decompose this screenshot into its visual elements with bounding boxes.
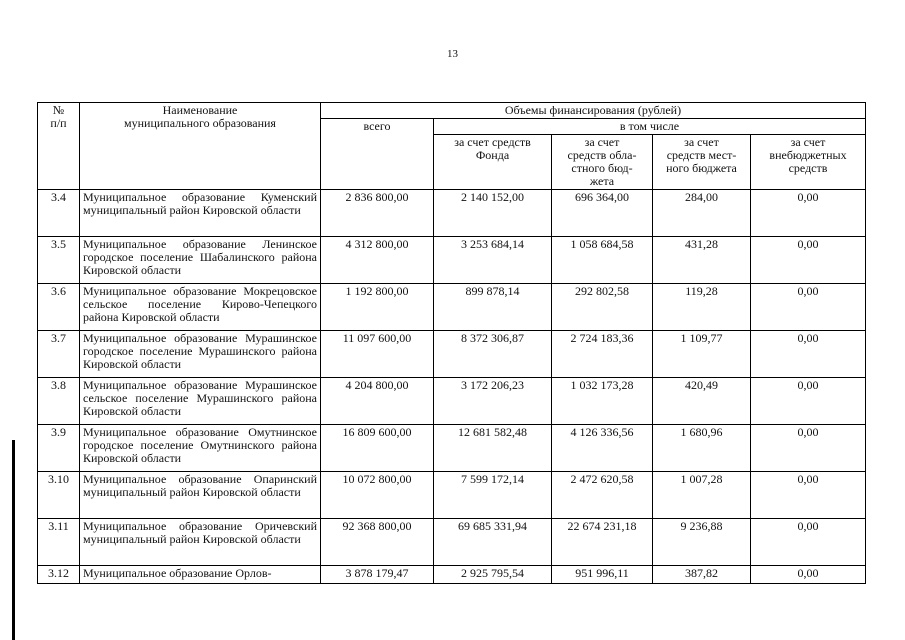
cell-regional: 1 032 173,28 xyxy=(552,378,653,425)
cell-extra: 0,00 xyxy=(751,566,866,584)
header-local: за счет средств мест- ного бюджета xyxy=(653,135,751,190)
table-row xyxy=(38,425,866,472)
cell-extra: 0,00 xyxy=(751,331,866,378)
cell-num: 3.8 xyxy=(38,378,80,425)
table-row xyxy=(38,237,866,284)
cell-total: 16 809 600,00 xyxy=(321,425,434,472)
cell-name: Муниципальное образование Омутнинское городское поселение Омутнинского района Кировской области xyxy=(80,425,321,472)
cell-local: 1 680,96 xyxy=(653,425,751,472)
cell-name: Муниципальное образование Мурашинское сельское поселение Мурашинского района Кировской области xyxy=(80,378,321,425)
cell-extra: 0,00 xyxy=(751,472,866,519)
cell-extra: 0,00 xyxy=(751,237,866,284)
cell-total: 92 368 800,00 xyxy=(321,519,434,566)
cell-extra: 0,00 xyxy=(751,425,866,472)
cell-name: Муниципальное образование Оричевский муниципальный район Кировской области xyxy=(80,519,321,566)
cell-local: 1 007,28 xyxy=(653,472,751,519)
cell-total: 3 878 179,47 xyxy=(321,566,434,584)
header-num: № п/п xyxy=(38,103,80,190)
header-fund: за счет средств Фонда xyxy=(434,135,552,190)
cell-fund: 2 925 795,54 xyxy=(434,566,552,584)
cell-name: Муниципальное образование Мурашинское городское поселение Мурашинского района Кировской области xyxy=(80,331,321,378)
header-name: Наименование муниципального образования xyxy=(80,103,321,190)
scan-edge-line xyxy=(12,440,15,640)
cell-fund: 8 372 306,87 xyxy=(434,331,552,378)
cell-fund: 3 253 684,14 xyxy=(434,237,552,284)
cell-total: 1 192 800,00 xyxy=(321,284,434,331)
header-regional: за счет средств обла- стного бюд- жета xyxy=(552,135,653,190)
cell-name: Муниципальное образование Ленинское городское поселение Шабалинского района Кировской области xyxy=(80,237,321,284)
cell-extra: 0,00 xyxy=(751,190,866,237)
cell-total: 2 836 800,00 xyxy=(321,190,434,237)
header-including: в том числе xyxy=(434,119,866,135)
cell-name: Муниципальное образование Мокрецовское сельское поселение Кирово-Чепецкого района Кировской области xyxy=(80,284,321,331)
header-volumes: Объемы финансирования (рублей) xyxy=(321,103,866,119)
cell-local: 420,49 xyxy=(653,378,751,425)
cell-regional: 1 058 684,58 xyxy=(552,237,653,284)
table-row xyxy=(38,472,866,519)
cell-name: Муниципальное образование Опаринский муниципальный район Кировской области xyxy=(80,472,321,519)
cell-name: Муниципальное образование Орлов- xyxy=(80,566,321,584)
cell-extra: 0,00 xyxy=(751,519,866,566)
cell-num: 3.11 xyxy=(38,519,80,566)
header-total: всего xyxy=(321,119,434,190)
cell-local: 119,28 xyxy=(653,284,751,331)
cell-num: 3.7 xyxy=(38,331,80,378)
table-row xyxy=(38,331,866,378)
cell-local: 284,00 xyxy=(653,190,751,237)
cell-fund: 69 685 331,94 xyxy=(434,519,552,566)
cell-regional: 292 802,58 xyxy=(552,284,653,331)
cell-total: 4 204 800,00 xyxy=(321,378,434,425)
cell-regional: 951 996,11 xyxy=(552,566,653,584)
cell-regional: 2 472 620,58 xyxy=(552,472,653,519)
cell-fund: 12 681 582,48 xyxy=(434,425,552,472)
cell-fund: 3 172 206,23 xyxy=(434,378,552,425)
header-extra: за счет внебюджетных средств xyxy=(751,135,866,190)
cell-num: 3.10 xyxy=(38,472,80,519)
financing-table xyxy=(37,102,866,584)
cell-regional: 2 724 183,36 xyxy=(552,331,653,378)
cell-local: 9 236,88 xyxy=(653,519,751,566)
cell-regional: 696 364,00 xyxy=(552,190,653,237)
table-row xyxy=(38,378,866,425)
cell-total: 11 097 600,00 xyxy=(321,331,434,378)
cell-num: 3.5 xyxy=(38,237,80,284)
cell-local: 387,82 xyxy=(653,566,751,584)
cell-fund: 7 599 172,14 xyxy=(434,472,552,519)
cell-local: 1 109,77 xyxy=(653,331,751,378)
page-number: 13 xyxy=(447,48,458,60)
table-row xyxy=(38,284,866,331)
table-row xyxy=(38,566,866,584)
cell-extra: 0,00 xyxy=(751,284,866,331)
cell-num: 3.4 xyxy=(38,190,80,237)
cell-fund: 899 878,14 xyxy=(434,284,552,331)
cell-local: 431,28 xyxy=(653,237,751,284)
cell-num: 3.6 xyxy=(38,284,80,331)
cell-num: 3.12 xyxy=(38,566,80,584)
cell-extra: 0,00 xyxy=(751,378,866,425)
cell-total: 10 072 800,00 xyxy=(321,472,434,519)
table-row xyxy=(38,190,866,237)
table-row xyxy=(38,519,866,566)
cell-num: 3.9 xyxy=(38,425,80,472)
cell-total: 4 312 800,00 xyxy=(321,237,434,284)
cell-regional: 22 674 231,18 xyxy=(552,519,653,566)
cell-fund: 2 140 152,00 xyxy=(434,190,552,237)
cell-name: Муниципальное образование Куменский муниципальный район Кировской области xyxy=(80,190,321,237)
cell-regional: 4 126 336,56 xyxy=(552,425,653,472)
table-body xyxy=(38,190,866,584)
